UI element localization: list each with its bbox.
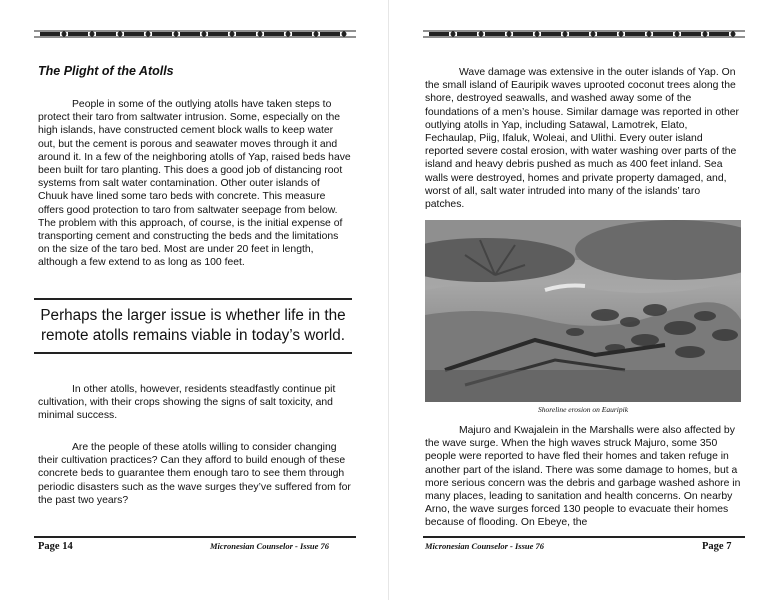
left-paragraph-3-block: [38, 441, 352, 507]
right-page-number: Page 7: [702, 541, 732, 552]
article-title: The Plight of the Atolls: [38, 64, 174, 78]
spread-gutter: [388, 0, 389, 600]
right-paragraph-1: Wave damage was extensive in the outer islands of Yap. On the small island of Eauripik waves uprooted coconut trees along the shore, destroyed seawalls, and washed away some of the foundations of a men’s house. Similar damage was reported in other outlying atolls in Yap, including Satawal, Lamotrek, Elato, Fechaulap, Piig, Ifaluk, Woleai, and Ulithi. Every outer island reported severe costal erosion, with water washing over parts of the island and heavy debris pushed as much as 400 feet inland. Sea walls were destroyed, homes and private property damaged, and, worst of all, salt water intruded into many of the islands’ taro patches.: [425, 67, 740, 211]
left-paragraph-2-block: [38, 383, 352, 423]
left-paragraph-1-block: [38, 98, 352, 270]
left-paragraph-3: Are the people of these atolls willing to consider changing their cultivation practices? Can they afford to build enough of these concrete beds to guarantee them enough taro to see them through periodic disasters such as the wave surges they’ve suffered from for the past two years?: [38, 442, 351, 506]
left-footer-rule: [34, 536, 356, 538]
left-footer-page-number: [38, 541, 73, 552]
left-footer-publication: [210, 541, 329, 551]
decorative-border-left: [34, 28, 356, 40]
photo-caption: Shoreline erosion on Eauripik: [537, 405, 629, 414]
left-page-number: Page 14: [38, 541, 73, 552]
left-paragraph-1: People in some of the outlying atolls have taken steps to protect their taro from saltwater intrusion. Some, especially on the high islands, have constructed cement block walls to keep water out, but the cement is porous and seawater moves through it and around it. In a few of the neighboring atolls of Yap, raised beds have been built for taro planting. This does a good job of distancing root systems from salt water contamination. Other outer islands of Chuuk have lined some taro beds with concrete. This measure offers good protection to taro from saltwater seepage from below. The problem with this approach, of course, is the initial expense of transporting cement and constructing the beds and the limitations on the size of the taro bed. Most are under 20 feet in length, although a few extend to as long as 100 feet.: [38, 99, 351, 269]
decorative-border-right: [423, 28, 745, 40]
left-publication-name: Micronesian Counselor - Issue 76: [210, 541, 330, 551]
right-publication-name: Micronesian Counselor - Issue 76: [425, 541, 545, 551]
shoreline-erosion-photo: [425, 220, 741, 402]
right-footer-page-number: [702, 541, 731, 552]
right-paragraph-1-block: [425, 66, 741, 211]
right-paragraph-2: Majuro and Kwajalein in the Marshalls were also affected by the wave surge. When the high waves struck Majuro, some 350 people were reported to have fled their homes and taken refuge in another part of the island. There was some damage to homes, but a more serious concern was the debris and garbage washed ashore in many places, leading to sanitation and health concerns. On nearby Arno, the wave surges forced 130 people to evacuate their homes because of flooding. On Ebeye, the: [425, 425, 741, 529]
right-footer-rule: [423, 536, 745, 538]
left-page: [38, 64, 352, 96]
left-paragraph-2: In other atolls, however, residents steadfastly continue pit cultivation, with their crops showing the signs of salt toxicity, and minimal success.: [38, 384, 336, 422]
right-paragraph-2-block: [425, 424, 741, 530]
pull-quote: Perhaps the larger issue is whether life in the remote atolls remains viable in today’s world.: [34, 298, 352, 354]
right-footer-publication: [425, 541, 544, 551]
